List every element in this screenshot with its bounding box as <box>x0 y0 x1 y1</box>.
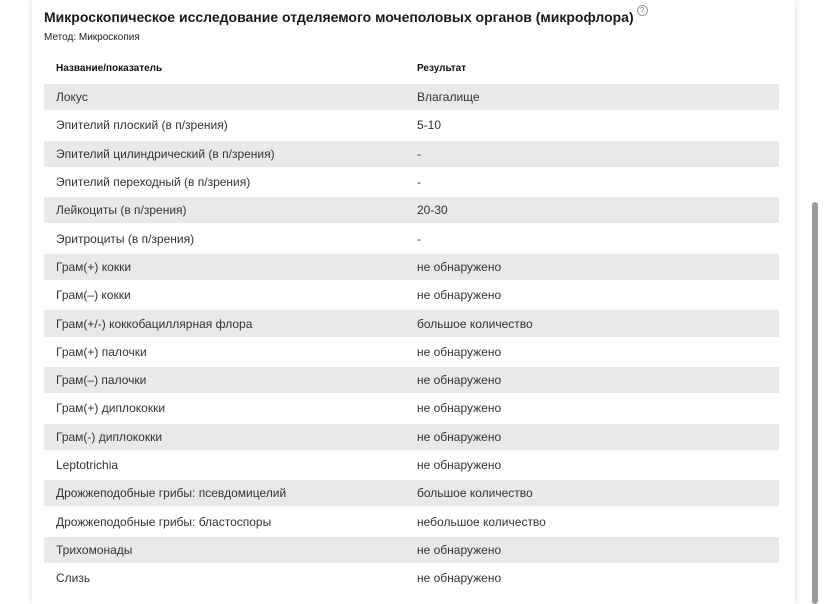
row-result: небольшое количество <box>417 514 546 529</box>
table-body <box>44 84 779 593</box>
row-result: Влагалище <box>417 90 480 105</box>
table-row <box>44 310 779 338</box>
table-row <box>44 84 779 112</box>
row-name: Дрожжеподобные грибы: бластоспоры <box>56 514 272 529</box>
row-result: большое количество <box>417 486 533 501</box>
row-result: 5-10 <box>417 118 442 133</box>
table-row <box>44 565 779 593</box>
row-name: Эпителий цилиндрический (в п/зрения) <box>56 146 275 161</box>
row-name: Грам(–) кокки <box>56 288 131 303</box>
results-card <box>32 0 795 604</box>
table-row <box>44 480 779 508</box>
scrollbar[interactable] <box>812 0 828 604</box>
row-name: Leptotrichia <box>56 458 119 472</box>
table-row <box>44 367 779 395</box>
table-row <box>44 424 779 452</box>
table-row <box>44 452 779 480</box>
table-row <box>44 339 779 367</box>
row-result: 20-30 <box>417 203 448 218</box>
row-result: - <box>417 231 421 246</box>
row-name: Эритроциты (в п/зрения) <box>56 231 195 246</box>
row-result: не обнаружено <box>417 288 502 303</box>
row-result: не обнаружено <box>417 259 502 274</box>
page-title-text: Микроскопическое исследование отделяемого мочеполовых органов (микрофлора) <box>44 9 634 25</box>
results-table <box>44 58 779 593</box>
row-result: не обнаружено <box>417 571 502 586</box>
row-result: не обнаружено <box>417 542 502 557</box>
row-result: не обнаружено <box>417 373 502 388</box>
column-header-result: Результат <box>417 62 467 74</box>
row-name: Эпителий плоский (в п/зрения) <box>56 118 228 133</box>
row-name: Лейкоциты (в п/зрения) <box>56 203 187 218</box>
table-row <box>44 254 779 282</box>
scrollbar-thumb[interactable] <box>812 202 818 604</box>
row-name: Слизь <box>56 571 91 586</box>
row-result: не обнаружено <box>417 458 502 472</box>
row-name: Локус <box>56 90 88 105</box>
table-row <box>44 282 779 310</box>
row-result: - <box>417 146 421 161</box>
table-row <box>44 508 779 536</box>
table-row <box>44 225 779 253</box>
column-header-name: Название/показатель <box>56 62 163 74</box>
method-label: Метод: Микроскопия <box>44 32 140 43</box>
row-result: не обнаружено <box>417 401 502 416</box>
table-row <box>44 197 779 225</box>
row-result: не обнаружено <box>417 344 502 359</box>
row-name: Эпителий переходный (в п/зрения) <box>56 175 251 190</box>
row-result: большое количество <box>417 316 533 331</box>
row-name: Грам(+) кокки <box>56 259 132 274</box>
row-name: Грам(-) диплококки <box>56 429 163 444</box>
table-row <box>44 112 779 140</box>
row-result: не обнаружено <box>417 429 502 444</box>
row-name: Трихомонады <box>56 542 133 557</box>
row-name: Грам(+) палочки <box>56 344 147 359</box>
page-title <box>44 6 779 26</box>
table-header <box>44 58 779 78</box>
table-row <box>44 537 779 565</box>
table-row <box>44 169 779 197</box>
table-row <box>44 395 779 423</box>
row-name: Грам(–) палочки <box>56 373 147 388</box>
help-icon[interactable]: ? <box>637 5 648 16</box>
table-row <box>44 141 779 169</box>
row-name: Грам(+/-) коккобациллярная флора <box>56 316 253 331</box>
row-result: - <box>417 175 421 190</box>
row-name: Дрожжеподобные грибы: псевдомицелий <box>56 486 287 501</box>
row-name: Грам(+) диплококки <box>56 401 166 416</box>
